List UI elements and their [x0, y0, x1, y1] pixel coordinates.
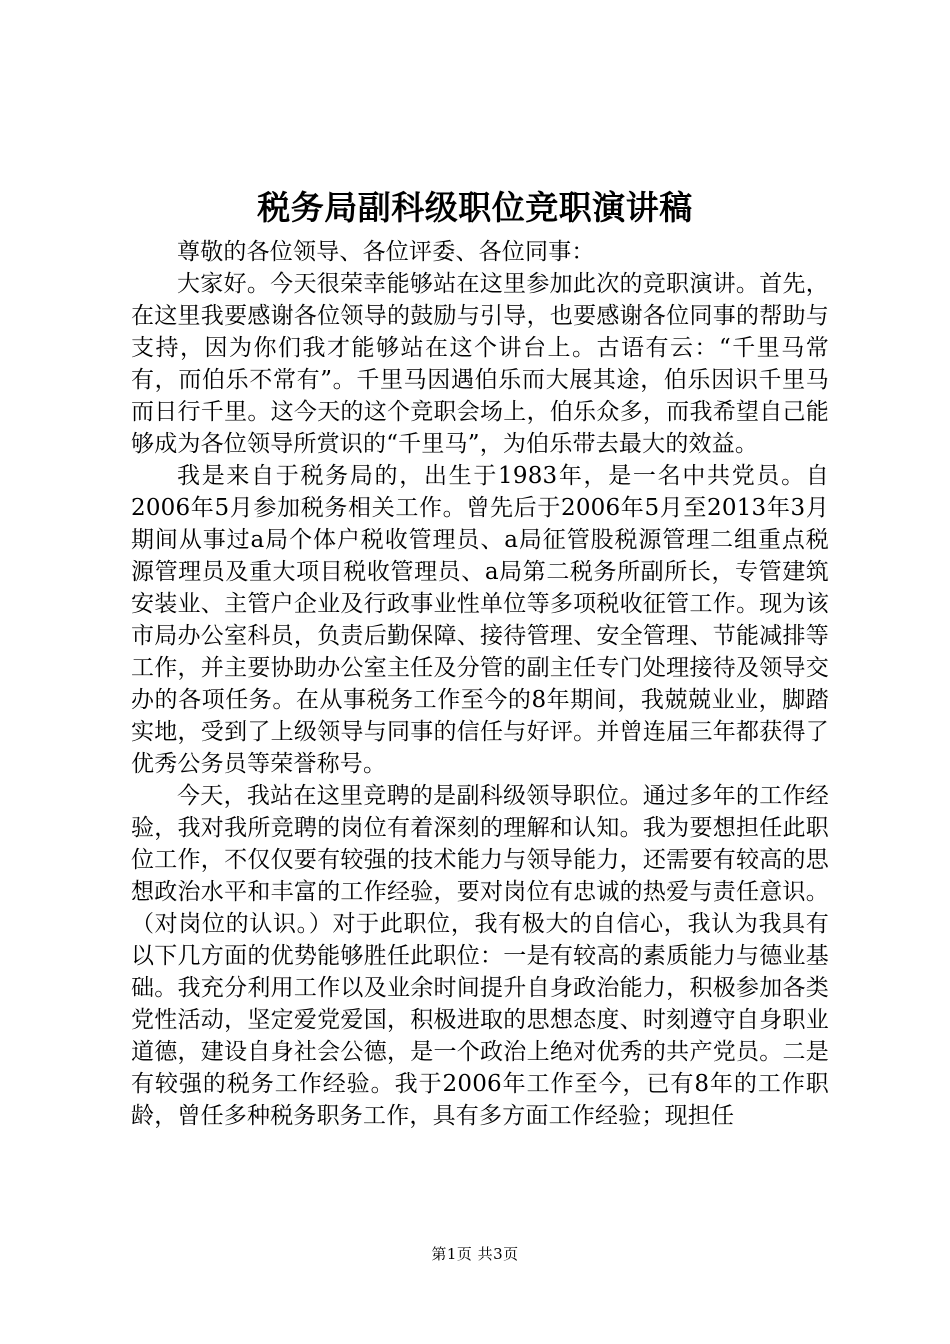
- document-title: 税务局副科级职位竞职演讲稿: [257, 188, 693, 227]
- position-paragraph: 今天，我站在这里竞聘的是副科级领导职位。通过多年的工作经验，我对我所竞聘的岗位有着深刻的理解和认知。我为要想担任此职位工作，不仅仅要有较强的技术能力与领导能力，还需要有较高的思想政治水平和丰富的工作经验，要对岗位有忠诚的热爱与责任意识。（对岗位的认识。）对于此职位，我有极大的自信心，我认为我具有以下几方面的优势能够胜任此职位：一是有较高的素质能力与德业基础。我充分利用工作以及业余时间提升自身政治能力，积极参加各类党性活动，坚定爱党爱国，积极进取的思想态度、时刻遵守自身职业道德，建设自身社会公德，是一个政治上绝对优秀的共产党员。二是有较强的税务工作经验。我于2006年工作至今，已有8年的工作职龄，曾任多种税务职务工作，具有多方面工作经验；现担任: [131, 783, 829, 1129]
- salutation-paragraph: 尊敬的各位领导、各位评委、各位同事：: [177, 239, 595, 265]
- document-body: [131, 236, 829, 1132]
- background-paragraph: 我是来自于税务局的，出生于1983年，是一名中共党员。自2006年5月参加税务相关工作。曾先后于2006年5月至2013年3月期间从事过a局个体户税收管理员、a局征管股税源管理二组重点税源管理员及重大项目税收管理员、a局第二税务所副所长，专管建筑安装业、主管户企业及行政事业性单位等多项税收征管工作。现为该市局办公室科员，负责后勤保障、接待管理、安全管理、节能减排等工作，并主要协助办公室主任及分管的副主任专门处理接待及领导交办的各项任务。在从事税务工作至今的8年期间，我兢兢业业，脚踏实地，受到了上级领导与同事的信任与好评。并曾连届三年都获得了优秀公务员等荣誉称号。: [131, 463, 829, 777]
- page-number-footer: 第1页 共3页: [431, 1245, 519, 1263]
- opening-paragraph: 大家好。今天很荣幸能够站在这里参加此次的竞职演讲。首先，在这里我要感谢各位领导的鼓励与引导，也要感谢各位同事的帮助与支持，因为你们我才能够站在这个讲台上。古语有云：“千里马常有，而伯乐不常有”。千里马因遇伯乐而大展其途，伯乐因识千里马而日行千里。这今天的这个竞职会场上，伯乐众多，而我希望自己能够成为各位领导所赏识的“千里马”，为伯乐带去最大的效益。: [131, 271, 829, 457]
